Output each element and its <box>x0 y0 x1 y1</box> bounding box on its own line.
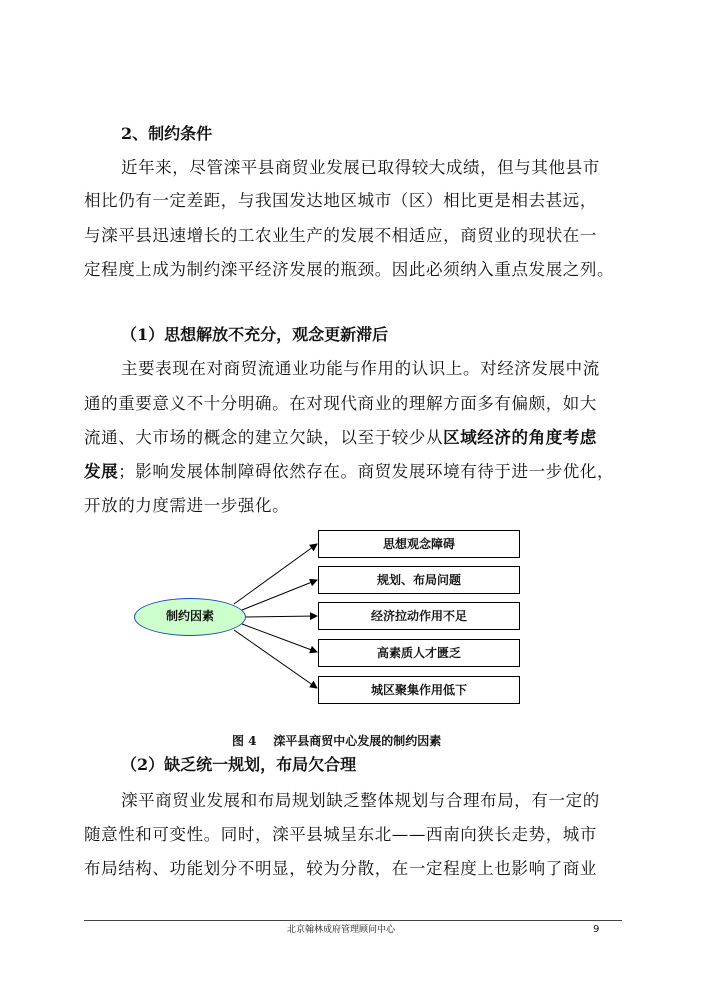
subsection1-line-2: 通的重要意义不十分明确。在对现代商业的理解方面多有偏颇，如大 <box>84 394 597 413</box>
subsection1-heading: （1）思想解放不充分，观念更新滞后 <box>121 325 389 344</box>
constraint-box-2: 规划、布局问题 <box>318 566 520 594</box>
subsection2-line-1: 滦平商贸业发展和布局规划缺乏整体规划与合理布局，有一定的 <box>121 791 600 810</box>
connector-arrow-4 <box>242 624 317 652</box>
intro-line-3: 与滦平县迅速增长的工农业生产的发展不相适应，商贸业的现状在一 <box>84 226 597 245</box>
subsection1-line-3-text: 流通、大市场的概念的建立欠缺，以至于较少从 <box>84 428 444 447</box>
constraint-box-1: 思想观念障碍 <box>318 530 520 558</box>
subsection2-line-3: 布局结构、功能划分不明显，较为分散，在一定程度上也影响了商业 <box>84 859 597 878</box>
intro-line-4: 定程度上成为制约滦平经济发展的瓶颈。因此必须纳入重点发展之列。 <box>84 260 615 279</box>
connector-arrow-2 <box>242 580 317 610</box>
subsection2-line-2: 随意性和可变性。同时，滦平县城呈东北——西南向狭长走势，城市 <box>84 825 597 844</box>
constraint-box-5: 城区聚集作用低下 <box>318 676 520 704</box>
subsection1-line-1: 主要表现在对商贸流通业功能与作用的认识上。对经济发展中流 <box>121 359 600 378</box>
subsection1-bold-word: 发展 <box>84 462 119 481</box>
figure-caption: 图 4 滦平县商贸中心发展的制约因素 <box>232 734 442 748</box>
footer-divider <box>84 920 622 921</box>
page-number: 9 <box>593 924 600 935</box>
subsection1-line-4-text: ；影响发展体制障碍依然存在。商贸发展环境有待于进一步优化， <box>118 462 615 481</box>
footer-organization: 北京翰林成府管理顾问中心 <box>287 925 396 935</box>
constraint-box-4: 高素质人才匮乏 <box>318 639 520 667</box>
intro-line-1: 近年来，尽管滦平县商贸业发展已取得较大成绩，但与其他县市 <box>121 158 600 177</box>
subsection2-heading: （2）缺乏统一规划，布局欠合理 <box>121 755 357 774</box>
section-heading: 2、制约条件 <box>121 124 213 143</box>
constraint-box-3: 经济拉动作用不足 <box>318 602 520 630</box>
intro-line-2: 相比仍有一定差距，与我国发达地区城市（区）相比更是相去甚远， <box>84 191 597 210</box>
subsection1-line-5: 开放的力度需进一步强化。 <box>84 496 290 515</box>
connector-arrow-5 <box>234 630 317 688</box>
constraint-center-node: 制约因素 <box>134 598 246 636</box>
connector-arrow-3 <box>246 616 317 617</box>
connector-arrow-1 <box>234 544 317 604</box>
subsection1-bold-phrase: 区域经济的角度考虑 <box>443 428 598 447</box>
